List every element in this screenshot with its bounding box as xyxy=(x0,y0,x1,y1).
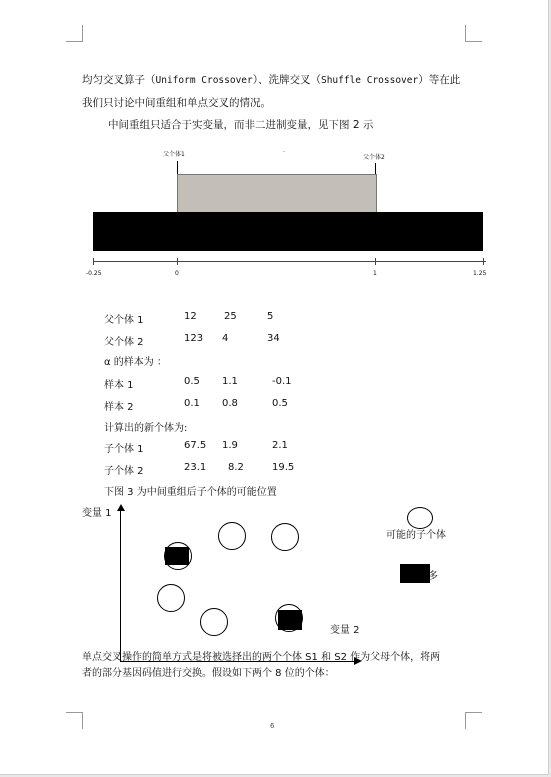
child1-value-3: 2.1 xyxy=(272,440,288,451)
parent1-value-2: 25 xyxy=(224,311,237,322)
crop-mark-top-right xyxy=(465,25,482,42)
tick-1-25 xyxy=(483,258,484,265)
legend-parent-label-partial: 多 xyxy=(428,571,438,582)
page-number: 6 xyxy=(270,722,275,730)
crop-mark-bottom-right xyxy=(465,712,482,729)
offspring-circle xyxy=(157,584,185,612)
parent-square xyxy=(165,547,189,565)
legend-possible-offspring-label: 可能的子个体 xyxy=(386,530,446,541)
parent1-value-3: 5 xyxy=(267,311,274,322)
x-axis-label: 变量 2 xyxy=(330,625,360,636)
parent1-marker xyxy=(177,161,178,174)
parent2-value-1: 123 xyxy=(184,333,204,344)
uniform-crossover-term: Uniform Crossover xyxy=(155,75,253,86)
child2-value-1: 23.1 xyxy=(184,462,207,473)
child1-value-1: 67.5 xyxy=(184,440,207,451)
parent-square xyxy=(278,610,302,630)
parent1-value-1: 12 xyxy=(184,311,197,322)
sample1-value-2: 1.1 xyxy=(222,376,238,387)
tick-label-1-25: 1.25 xyxy=(473,270,487,277)
alpha-heading: α 的样本为 ： xyxy=(104,357,167,368)
offspring-circle xyxy=(271,523,299,551)
child2-value-3: 19.5 xyxy=(272,462,295,473)
y-axis-arrow-icon xyxy=(117,504,125,511)
child1-row-label: 子个体 1 xyxy=(104,444,144,455)
outro-line-2: 者的部分基因码值进行交换。假设如下两个 8 位的个体： xyxy=(82,668,335,679)
scale-axis-line xyxy=(93,261,486,262)
offspring-circle xyxy=(200,608,228,636)
intro-line-1-suffix: ）等在此 xyxy=(418,74,461,86)
child1-value-2: 1.9 xyxy=(222,440,238,451)
offspring-range-bar xyxy=(93,212,483,251)
parent2-marker xyxy=(375,163,376,174)
offspring-circle xyxy=(218,522,246,550)
parent-range-bar xyxy=(177,174,377,213)
tick-1 xyxy=(375,258,376,265)
tick-minus-0-25 xyxy=(93,258,94,265)
tick-0 xyxy=(177,258,178,265)
y-axis-label: 变量 1 xyxy=(82,508,112,519)
parent2-row-label: 父个体 2 xyxy=(104,337,144,348)
tick-label-1: 1 xyxy=(373,270,377,277)
shuffle-crossover-term: Shuffle Crossover xyxy=(320,75,419,86)
sample2-value-3: 0.5 xyxy=(272,398,288,409)
parent1-label: 父个体1 xyxy=(163,151,185,158)
sample2-value-2: 0.8 xyxy=(222,398,238,409)
y-axis-line xyxy=(120,510,121,662)
child2-value-2: 8.2 xyxy=(228,462,244,473)
figure2-dot: · xyxy=(283,149,285,156)
parent2-label: 父个体2 xyxy=(363,154,385,161)
intro-line-1-mid: ）、洗牌交叉（ xyxy=(252,74,321,86)
parent2-value-2: 4 xyxy=(222,333,229,344)
sample2-value-1: 0.1 xyxy=(184,398,200,409)
sample1-value-3: -0.1 xyxy=(272,376,292,387)
legend-parent-square xyxy=(400,564,430,583)
crop-mark-bottom-left xyxy=(66,712,83,729)
parent1-row-label: 父个体 1 xyxy=(104,315,144,326)
crop-mark-top-left xyxy=(66,25,83,42)
intro-line-1-prefix: 均匀交叉算子（ xyxy=(82,74,156,86)
outro-line-1: 单点交叉操作的简单方式是将被选择出的两个个体 S1 和 S2 作为父母个体，将两 xyxy=(82,652,441,663)
sample2-row-label: 样本 2 xyxy=(104,402,134,413)
intro-line-1 xyxy=(82,72,460,87)
computed-heading: 计算出的新个体为: xyxy=(104,423,188,434)
figure3-caption: 下图 3 为中间重组后子个体的可能位置 xyxy=(104,487,277,498)
child2-row-label: 子个体 2 xyxy=(104,466,144,477)
tick-label-minus-0-25: -0.25 xyxy=(86,270,102,277)
sample1-value-1: 0.5 xyxy=(184,376,200,387)
parent2-value-3: 34 xyxy=(267,333,280,344)
sample1-row-label: 样本 1 xyxy=(104,380,134,391)
tick-label-0: 0 xyxy=(175,270,179,277)
intro-line-2: 我们只讨论中间重组和单点交叉的情况。 xyxy=(82,97,271,109)
intro-line-3: 中间重组只适合于实变量，而非二进制变量，见下图 2 示 xyxy=(108,119,374,131)
